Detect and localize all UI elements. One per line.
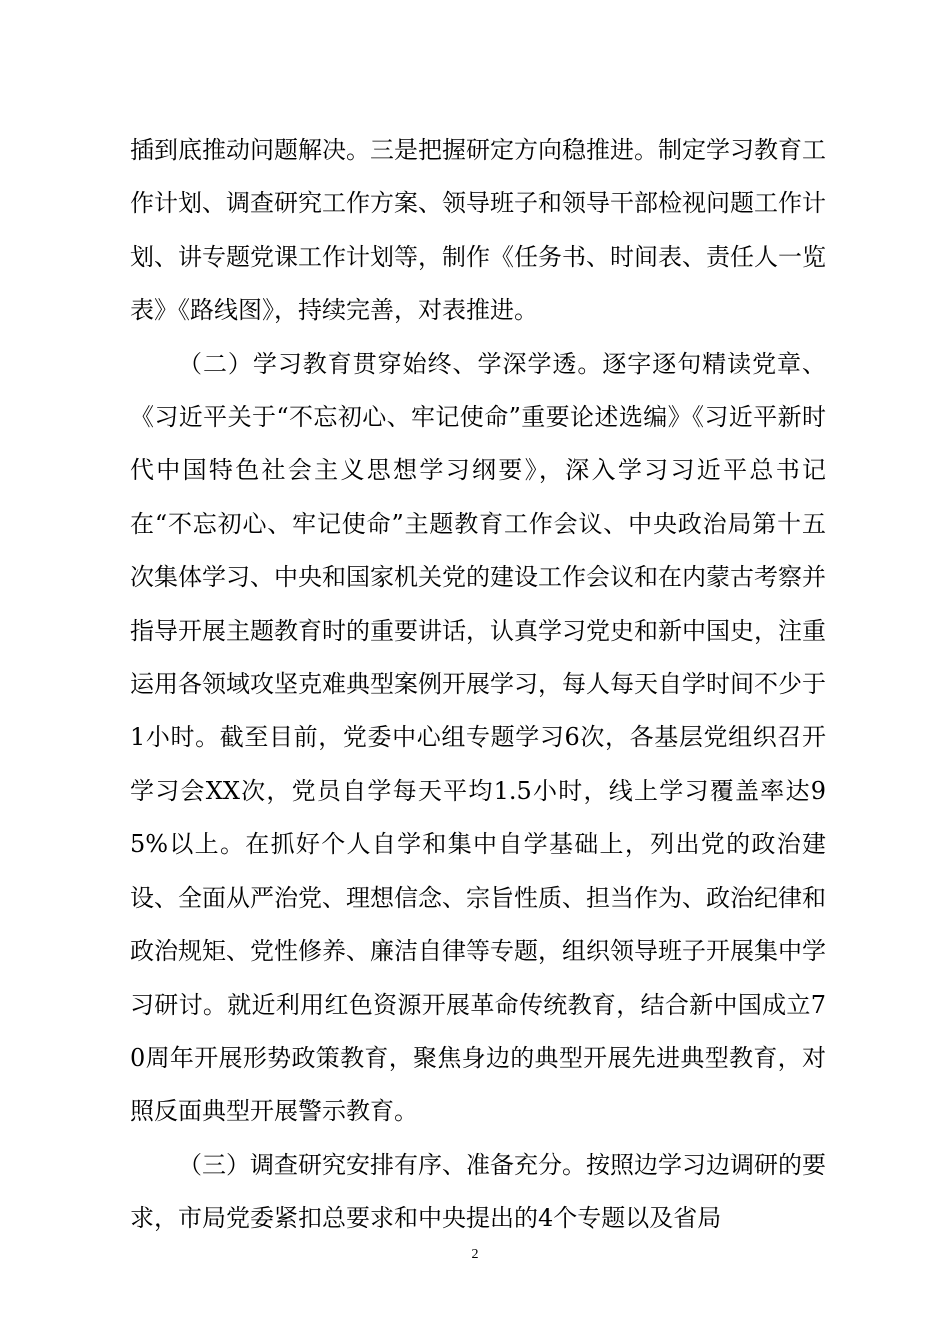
paragraph-section-two: [130, 338, 826, 1139]
paragraph-text: 按照边学习边调研的要求，市局党委紧扣总要求和中央提出的4个专题以及省局: [130, 1150, 826, 1233]
section-heading: （二）学习教育贯穿始终、学深学透。: [178, 349, 603, 378]
section-heading: （三）调查研究安排有序、准备充分。: [178, 1150, 586, 1179]
paragraph-continuation: [130, 124, 826, 338]
paragraph-section-three: [130, 1139, 826, 1246]
paragraph-text: 逐字逐句精读党章、《习近平关于“不忘初心、牢记使命”重要论述选编》《习近平新时代中国特色社会主义思想学习纲要》，深入学习习近平总书记在“不忘初心、牢记使命”主题教育工作会议、中央政治局第十五次集体学习、中央和国家机关党的建设工作会议和在内蒙古考察并指导开展主题教育时的重要讲话，认真学习党史和新中国史，注重运用各领域攻坚克难典型案例开展学习，每人每天自学时间不少于1小时。截至目前，党委中心组专题学习6次，各基层党组织召开学习会XX次，党员自学每天平均1.5小时，线上学习覆盖率达95%以上。在抓好个人自学和集中自学基础上，列出党的政治建设、全面从严治党、理想信念、宗旨性质、担当作为、政治纪律和政治规矩、党性修养、廉洁自律等专题，组织领导班子开展集中学习研讨。就近利用红色资源开展革命传统教育，结合新中国成立70周年开展形势政策教育，聚焦身边的典型开展先进典型教育，对照反面典型开展警示教育。: [130, 349, 827, 1126]
paragraph-text: 插到底推动问题解决。三是把握研定方向稳推进。制定学习教育工作计划、调查研究工作方案、领导班子和领导干部检视问题工作计划、讲专题党课工作计划等，制作《任务书、时间表、责任人一览表》《路线图》，持续完善，对表推进。: [130, 136, 826, 325]
body-text: [130, 124, 826, 1246]
page-number: 2: [471, 1247, 479, 1262]
